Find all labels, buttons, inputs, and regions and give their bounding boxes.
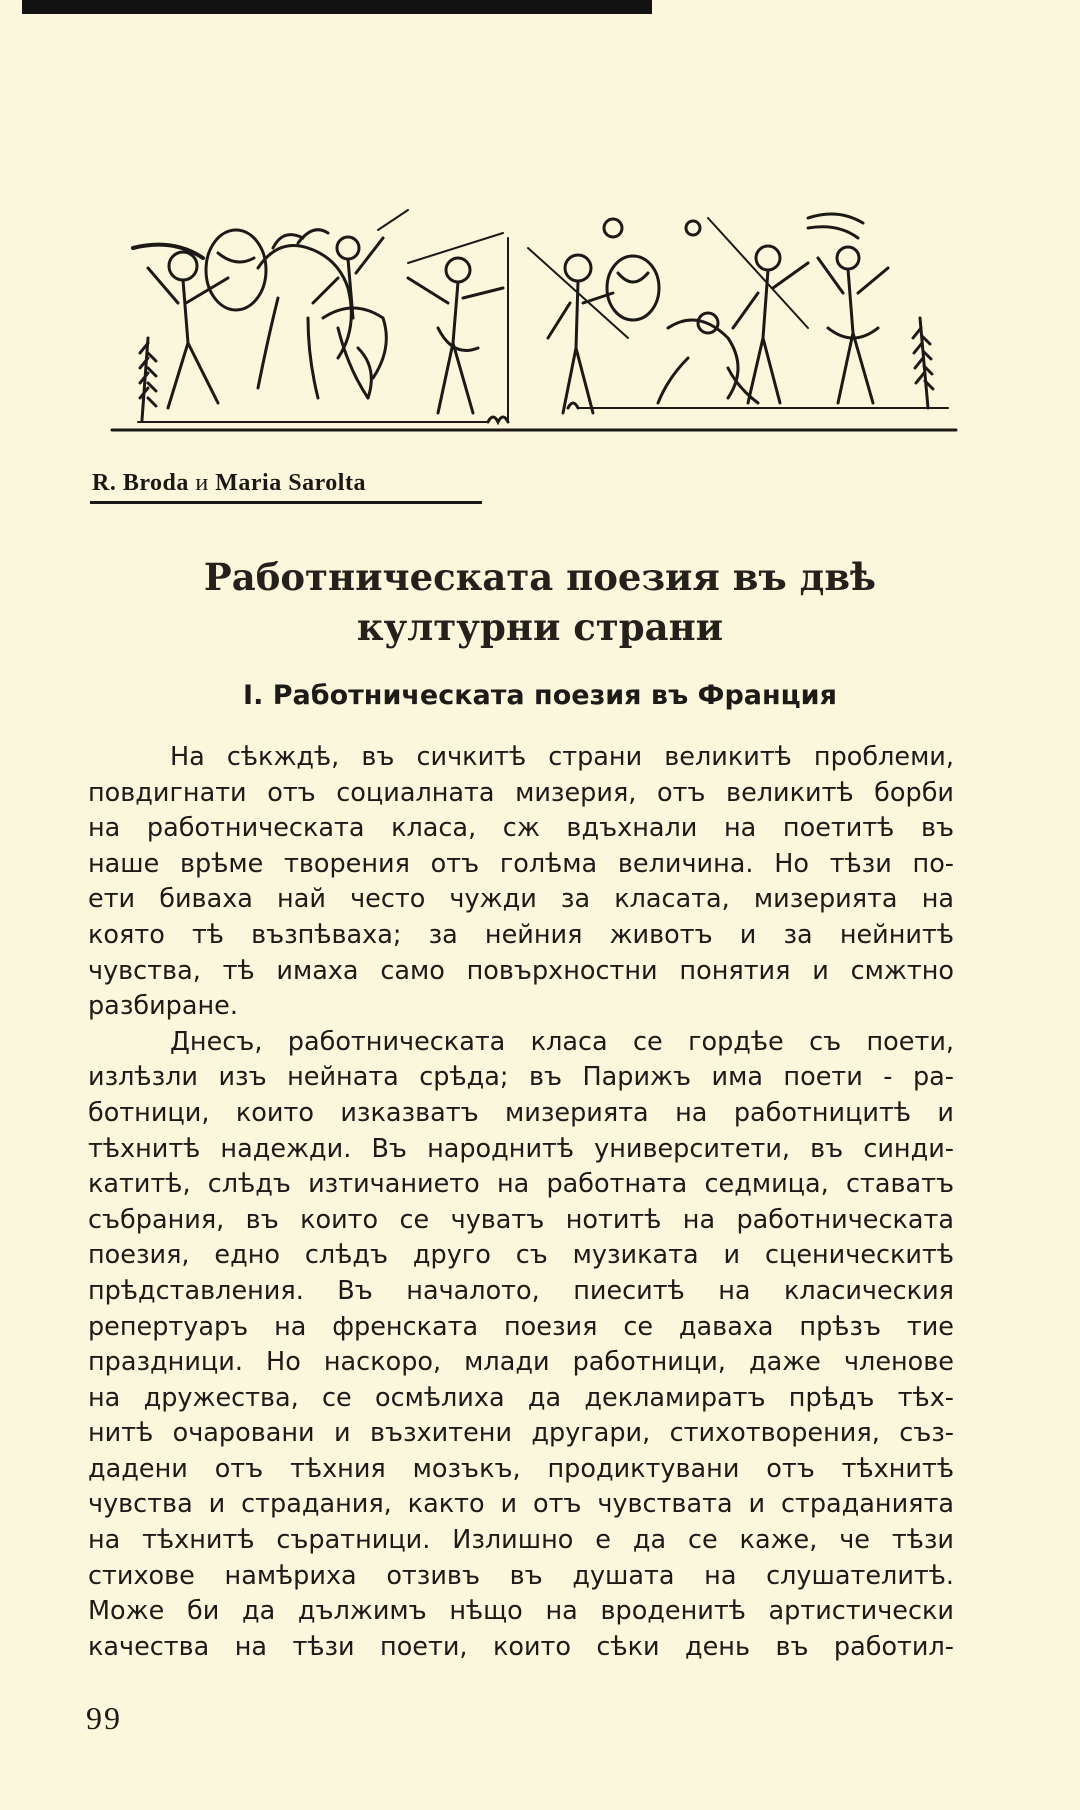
body-line: репертуаръ на френската поезия се даваха прѣзъ тие — [88, 1311, 954, 1342]
author-second: Maria Sarolta — [215, 470, 366, 496]
page-number: 99 — [86, 1700, 122, 1736]
body-line: На сѣкждѣ, въ сичкитѣ страни великитѣ проблеми, — [170, 742, 954, 772]
body-line: наше врѣме творения отъ голѣма величина. Но тѣзи по- — [88, 848, 954, 879]
body-line: праздници. Но наскоро, млади работници, даже членове — [88, 1347, 954, 1378]
body-line: излѣзли изъ нейната срѣда; въ Парижъ има поети - ра- — [88, 1062, 954, 1093]
author-first: R. Broda — [92, 470, 189, 496]
body-line: на тѣхнитѣ съратници. Излишно е да се каже, че тѣзи — [88, 1525, 954, 1556]
body-line: която тѣ възпѣваха; за нейния животъ и за нейнитѣ — [88, 919, 954, 950]
body-line: нитѣ очаровани и възхитени другари, стихотворения, съз- — [88, 1418, 954, 1449]
body-line: качества на тѣзи поети, които сѣки день въ работил- — [88, 1631, 954, 1662]
article-title-line-1: Работническата поезия въ двѣ — [203, 555, 877, 599]
author-conjunction: и — [195, 470, 209, 496]
body-line: разбиране. — [88, 991, 238, 1022]
article-title-line-2: културни страни — [356, 605, 724, 649]
body-line: катитѣ, слѣдъ изтичанието на работната седмица, ставатъ — [88, 1169, 954, 1200]
scan-top-band — [22, 0, 652, 14]
body-line: чувства, тѣ имаха само повърхностни понятия и смжтно — [88, 955, 954, 986]
body-line: събрания, въ които се чуватъ нотитѣ на работническата — [88, 1204, 954, 1235]
body-line: Може би да дължимъ нѣщо на вроденитѣ артистически — [88, 1596, 954, 1627]
body-line: прѣдставления. Въ началото, пиеситѣ на класическия — [88, 1275, 954, 1306]
body-line: на дружества, се осмѣлиха да декламиратъ прѣдъ тѣх- — [88, 1382, 954, 1413]
body-line: повдигнати отъ социалната мизерия, отъ великитѣ борби — [88, 777, 954, 808]
greek-frieze-illustration — [108, 208, 960, 440]
body-line: ети биваха най често чужди за класата, мизерията на — [88, 884, 954, 915]
section-heading: I. Работническата поезия въ Франция — [243, 680, 837, 711]
body-line: чувства и страдания, както и отъ чувствата и страданията — [88, 1489, 954, 1520]
body-line: поезия, едно слѣдъ друго съ музиката и сценическитѣ — [88, 1240, 954, 1271]
body-line: тѣхнитѣ надежди. Въ народнитѣ университети, въ синди- — [88, 1133, 954, 1164]
article-title — [90, 552, 990, 652]
article-body — [88, 740, 954, 1665]
body-line: на работническата класа, сж вдъхнали на поетитѣ въ — [88, 813, 954, 844]
body-line: дадени отъ тѣхния мозъкъ, продиктувани отъ тѣхнитѣ — [88, 1453, 954, 1484]
body-line: ботници, които изказватъ мизерията на работницитѣ и — [88, 1097, 954, 1128]
body-line: стихове намѣриха отзивъ въ душата на слушателитѣ. — [88, 1560, 954, 1591]
body-line: Днесъ, работническата класа се гордѣе съ поети, — [170, 1026, 954, 1057]
author-byline — [90, 470, 482, 504]
